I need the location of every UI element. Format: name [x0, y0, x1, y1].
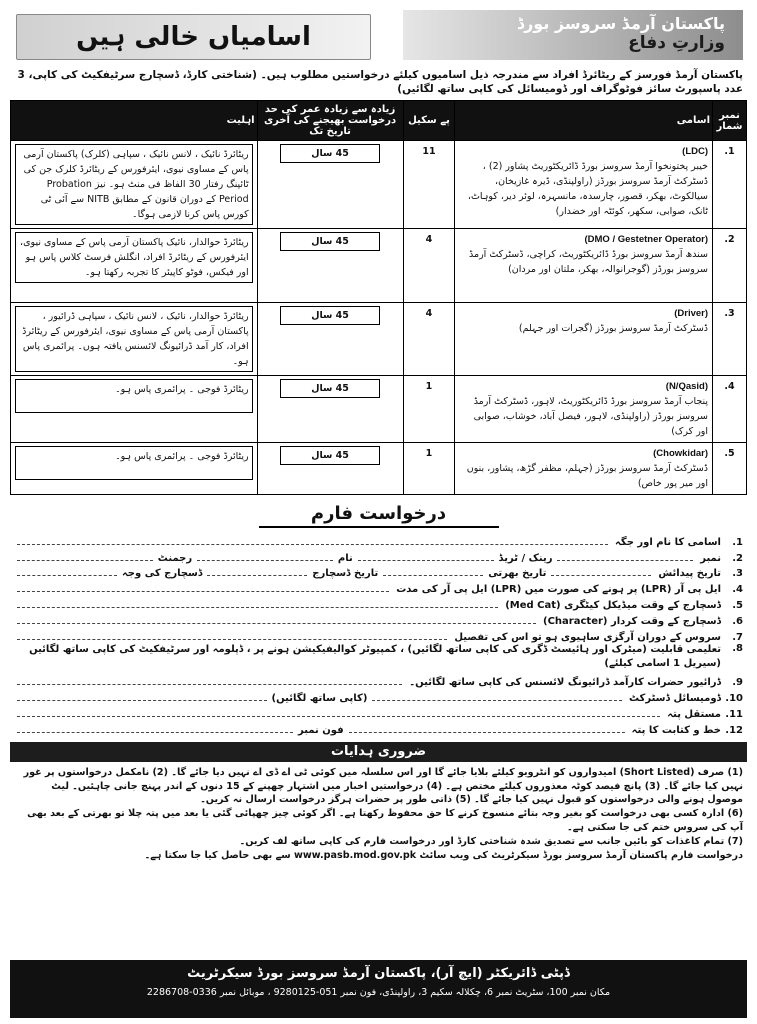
form-row	[14, 595, 743, 611]
age-limit: 45 سال	[280, 446, 380, 465]
field-number: 11.	[725, 708, 743, 720]
row-qual	[11, 229, 258, 303]
field-number: 4.	[732, 584, 743, 596]
row-post	[455, 141, 713, 229]
row-scale: 4	[403, 229, 455, 303]
field-number: 8.	[732, 642, 743, 654]
row-age	[257, 229, 403, 303]
footer-issuer: ڈپٹی ڈائریکٹر (ایچ آر)، پاکستان آرمڈ سروسز بورڈ سیکرٹریٹ	[187, 966, 570, 981]
form-row	[14, 532, 743, 548]
post-locations: ڈسٹرکٹ آرمڈ سروسز بورڈز (گجرات اور جہلم)	[518, 323, 709, 334]
post-title: (Driver)	[674, 308, 709, 319]
table-row	[11, 376, 747, 443]
field-number: 5.	[732, 599, 743, 611]
fill-line[interactable]	[17, 676, 402, 685]
header-age: زیادہ سے زیادہ عمر کی حد درخواست بھیجنے کی آخری تاریخ تک	[257, 101, 403, 141]
field-label: تاریخ پیدائش	[658, 568, 721, 580]
field-number: 7.	[732, 631, 743, 643]
instructions	[10, 764, 747, 865]
header-scale: پے سکیل	[403, 101, 455, 141]
fill-line[interactable]	[17, 567, 117, 576]
row-no: 2.	[713, 229, 747, 303]
age-limit: 45 سال	[280, 306, 380, 325]
field-label: خط و کتابت کا پتہ	[631, 724, 721, 736]
row-qual	[11, 443, 258, 495]
instruction-item: درخواست فارم پاکستان آرمڈ سروسز بورڈ سیکرٹریٹ کی ویب سائٹ www.pasb.mod.gov.pk سے بھی حاصل کیا جا سکتا ہے۔	[144, 849, 743, 861]
post-locations: سندھ آرمڈ سروسز بورڈ ڈائریکٹوریٹ، کراچی، ڈسٹرکٹ آرمڈ سروسز بورڈز (گوجرانوالہ، بھکر، ملتان اور مردان)	[469, 249, 709, 275]
vacancy-banner	[16, 14, 371, 60]
qualification: ریٹائرڈ نائیک ، لانس نائیک ، سپاہی (کلرک) پاکستان آرمی پاس کے مساوی نیوی، ایئرفورس کے ریٹائرڈ کلرک جن کی ٹائپنگ رفتار 30 الفاظ فی منٹ ہو۔ نیز Probation Period کے دوران قانون کے مطابق NITB سے آئی ٹی کورس پاس کرنا لازمی ہوگا۔	[15, 144, 253, 225]
fill-line[interactable]	[349, 724, 625, 733]
field-sublabel: فون نمبر	[298, 724, 344, 736]
posts-table	[10, 100, 747, 495]
form-row	[14, 611, 743, 627]
post-title: (N/Qasid)	[665, 381, 709, 392]
form-row	[14, 720, 743, 736]
row-age	[257, 141, 403, 229]
fill-line[interactable]	[358, 552, 494, 561]
row-age	[257, 443, 403, 495]
fill-line[interactable]	[17, 583, 389, 592]
field-label: سروس کے دوران آرگزی ساہیوی ہو تو اس کی تفصیل	[454, 631, 721, 643]
row-no: 5.	[713, 443, 747, 495]
instruction-item: (6) ادارہ کسی بھی درخواست کو بغیر وجہ بتائے منسوخ کرنے کا حق محفوظ رکھتا ہے۔ اگر کوئی چیز چھپائی گئی یا بعد میں پتہ چلا تو بھرتی کے بعد بھی آپ کی سروس ختم کی جا سکتی ہے۔	[27, 808, 743, 833]
form-row	[14, 643, 743, 673]
org-block	[403, 10, 743, 60]
row-post	[455, 443, 713, 495]
fill-line[interactable]	[197, 552, 333, 561]
field-number: 1.	[732, 536, 743, 548]
field-number: 12.	[725, 724, 743, 736]
row-no: 3.	[713, 303, 747, 376]
instructions-title: ضروری ہدایات	[10, 742, 747, 762]
fill-line[interactable]	[551, 567, 651, 576]
age-limit: 45 سال	[280, 144, 380, 163]
fill-line[interactable]	[372, 692, 622, 701]
header-post: اسامی	[455, 101, 713, 141]
table-row	[11, 229, 747, 303]
qualification: ریٹائرڈ فوجی ۔ پرائمری پاس ہو۔	[15, 446, 253, 480]
field-label: ڈومیسائل ڈسٹرکٹ	[628, 693, 721, 705]
row-age	[257, 376, 403, 443]
field-label: مستقل پتہ	[667, 708, 721, 720]
row-post	[455, 303, 713, 376]
row-post	[455, 376, 713, 443]
org-name: پاکستان آرمڈ سروسز بورڈ	[516, 14, 725, 33]
fill-line[interactable]	[207, 567, 307, 576]
row-qual	[11, 141, 258, 229]
fill-line[interactable]	[17, 708, 660, 717]
row-scale: 11	[403, 141, 455, 229]
field-sublabel: رینک / ٹریڈ	[498, 552, 553, 564]
form-row	[14, 627, 743, 643]
header-qual: اہلیت	[11, 101, 258, 141]
fill-line[interactable]	[17, 536, 608, 545]
qualification: ریٹائرڈ حوالدار، نائیک پاکستان آرمی پاس کے مساوی نیوی، ایئرفورس کے ریٹائرڈ افراد، انگلش فرسٹ کلاس پاس ہو اور فیکس، فوٹو کاپیئر کا تجربہ رکھتا ہو۔	[15, 232, 253, 283]
fill-line[interactable]	[17, 724, 293, 733]
field-number: 3.	[732, 568, 743, 580]
field-label: ایل پی آر (LPR) پر ہونے کی صورت میں (LPR) ایل پی آر کی مدت	[396, 584, 721, 596]
row-qual	[11, 376, 258, 443]
field-label: ڈسچارج کے وقت میڈیکل کیٹگری (Med Cat)	[505, 599, 721, 611]
post-title: (LDC)	[682, 146, 709, 157]
post-locations: ڈسٹرکٹ آرمڈ سروسز بورڈز (جہلم، مظفر گڑھ، پشاور، بنوں اور میر پور خاص)	[466, 463, 709, 489]
field-sublabel: رجمنٹ	[157, 552, 193, 564]
field-number: 6.	[732, 615, 743, 627]
fill-line[interactable]	[17, 599, 498, 608]
field-label: ڈرائیور حضرات کارآمد ڈرائیونگ لائسنس کی کاپی ساتھ لگائیں۔	[409, 677, 721, 689]
field-label: تعلیمی قابلیت (میٹرک اور ہائیسٹ ڈگری کی کاپی ساتھ لگائیں) ، کمپیوٹر کوالیفیکیشن ہونے پر ، ڈپلومہ اور سرٹیفکیٹ کی کاپی ساتھ لگائیں (سیریل 1 اسامی کیلئے)	[29, 643, 721, 669]
field-number: 9.	[732, 677, 743, 689]
header-no: نمبر شمار	[713, 101, 747, 141]
qualification: ریٹائرڈ حوالدار، نائیک ، لانس نائیک ، سپاہی ڈرائیور ، پاکستان آرمی پاس کے مساوی نیوی، ایئرفورس کے ریٹائرڈ افراد، کار آمد ڈرائیونگ لائسنس یافتہ ہوں۔ پرائمری پاس ہو۔	[15, 306, 253, 372]
ministry-name: وزارتِ دفاع	[628, 33, 725, 53]
post-title: (DMO / Gestetner Operator)	[584, 234, 709, 245]
field-label: نمبر	[700, 552, 721, 564]
field-number: 10.	[725, 693, 743, 705]
row-qual	[11, 303, 258, 376]
table-row	[11, 141, 747, 229]
form-row	[14, 548, 743, 564]
row-scale: 4	[403, 303, 455, 376]
row-post	[455, 229, 713, 303]
field-number: 2.	[732, 552, 743, 564]
fill-line[interactable]	[383, 567, 483, 576]
application-form	[10, 532, 747, 736]
row-no: 4.	[713, 376, 747, 443]
row-age	[257, 303, 403, 376]
form-title: درخواست فارم	[259, 503, 499, 528]
field-label: ڈسچارج کے وقت کردار (Character)	[543, 615, 721, 627]
field-sublabel: ڈسچارج کی وجہ	[121, 568, 203, 580]
vacancy-banner-text: اسامیاں خالی ہیں	[76, 22, 311, 52]
table-row	[11, 303, 747, 376]
fill-line[interactable]	[17, 631, 447, 640]
instruction-item: (1) صرف (Short Listed) امیدواروں کو انٹرویو کیلئے بلایا جائے گا اور اس سلسلہ میں کوئی ٹی اے ڈی اے نہیں دیا جائے گا۔ (2) نامکمل درخواستوں پر غور نہیں کیا جائے گا۔ (3) پانچ فیصد کوٹہ معذوروں کیلئے مختص ہے۔ (4) درخواستیں اخبار میں اشتہار چھپنے کے 15 دنوں کے اندر پہنچ جانی چاہئیں۔ لیٹ موصول ہونے والی درخواستوں کو قبول نہیں کیا جائے گا۔ (5) ذاتی طور پر حضرات ہرگز درخواست ارسال نہ کریں۔	[23, 766, 743, 806]
instruction-item: (7) تمام کاغذات کو بائیں جانب سے تصدیق شدہ شناختی کارڈ اور درخواست فارم کی کاپی ساتھ لف کریں۔	[239, 835, 743, 847]
table-header-row	[11, 101, 747, 141]
field-sublabel: تاریخ بھرتی	[488, 568, 547, 580]
form-row	[14, 579, 743, 595]
qualification: ریٹائرڈ فوجی ۔ پرائمری پاس ہو۔	[15, 379, 253, 413]
age-limit: 45 سال	[280, 232, 380, 251]
footer	[10, 960, 747, 1018]
table-row	[11, 443, 747, 495]
form-row	[14, 673, 743, 689]
header	[10, 8, 747, 62]
post-locations: پنجاب آرمڈ سروسز بورڈ ڈائریکٹوریٹ، لاہور، ڈسٹرکٹ آرمڈ سروسز بورڈز (راولپنڈی، لاہور، فیصل آباد، خوشاب، صوابی اور کرک)	[473, 396, 709, 437]
field-sublabel: تاریخ ڈسچارج	[312, 568, 379, 580]
fill-line[interactable]	[557, 552, 693, 561]
form-row	[14, 688, 743, 704]
field-label: اسامی کا نام اور جگہ	[615, 536, 721, 548]
field-sublabel: (کاپی ساتھ لگائیں)	[271, 693, 368, 705]
fill-line[interactable]	[17, 552, 153, 561]
form-row	[14, 564, 743, 580]
intro-text: پاکستان آرمڈ فورسز کے ریٹائرڈ افراد سے مندرجہ ذیل اسامیوں کیلئے درخواستیں مطلوب ہیں۔ (شناختی کارڈ، ڈسچارج سرٹیفکیٹ کی کاپی، 3 عدد پاسپورٹ سائز فوٹوگراف اور ڈومیسائل کی کاپی ساتھ لگائیں)	[17, 69, 743, 95]
age-limit: 45 سال	[280, 379, 380, 398]
row-scale: 1	[403, 443, 455, 495]
fill-line[interactable]	[17, 615, 536, 624]
fill-line[interactable]	[17, 692, 267, 701]
row-no: 1.	[713, 141, 747, 229]
footer-address: مکان نمبر 100، سٹریٹ نمبر 6، چکلالہ سکیم 3، راولپنڈی، فون نمبر 051-9280125 ، موبائل نمبر 0336-2286708	[146, 987, 611, 998]
row-scale: 1	[403, 376, 455, 443]
post-title: (Chowkidar)	[653, 448, 709, 459]
post-locations: خیبر پختونخوا آرمڈ سروسز بورڈ ڈائریکٹوریٹ پشاور (2) ، ڈسٹرکٹ آرمڈ سروسز بورڈز (راولپنڈی، ڈیرہ غازیخان، سیالکوٹ، بھکر، قصور، چارسدہ، مانسہرہ، لوئر دیر، کوہاٹ، ٹانک، صوابی، سکھر، کوئٹہ اور خضدار)	[467, 161, 709, 217]
field-sublabel: نام	[337, 552, 353, 564]
form-row	[14, 704, 743, 720]
